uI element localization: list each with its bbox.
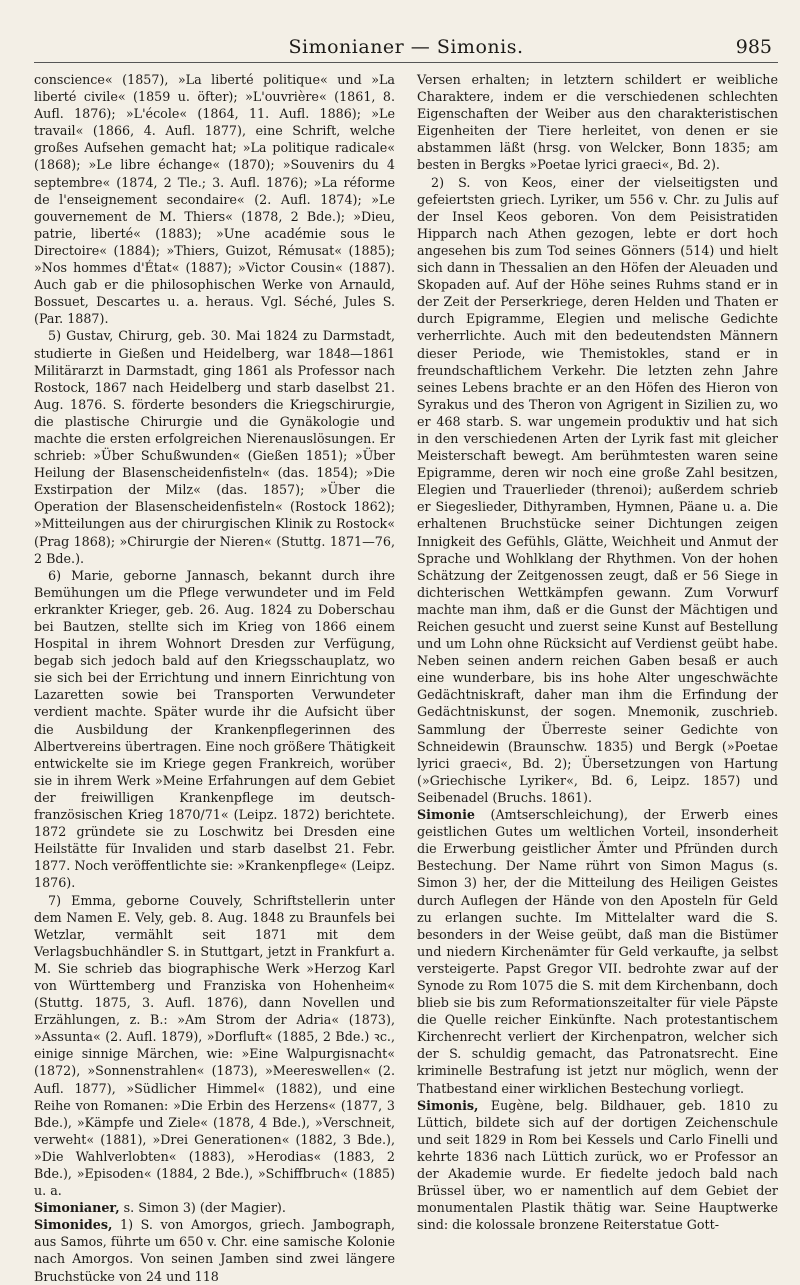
paragraph-continuation: conscience« (1857), »La liberté politique« und »La liberté civile« (1859 u. öfter); »L'ouvrière« (1861, 8. Aufl. 1876); »L'école« (1864, 11. Aufl. 1886); »Le travail« (1866, 4. Aufl. 1877), eine Schrift, welche großes Aufsehen gemacht hat; »La politique radicale« (1868); »Le libre échange« (1870); »Souvenirs du 4 septembre« (1874, 2 Tle.; 3. Aufl. 1876); »La réforme de l'enseignement secondaire« (2. Aufl. 1874); »Le gouvernement de M. Thiers« (1878, 2 Bde.); »Dieu, patrie, liberté« (1883); »Une académie sous le Directoire« (1884); »Thiers, Guizot, Rémusat« (1885); »Nos hommes d'État« (1887); »Victor Cousin« (1887). Auch gab er die philosophischen Werke von Arnauld, Bossuet, Descartes u. a. heraus. Vgl. Séché, Jules S. (Par. 1887). bbox=[34, 72, 395, 327]
entry-simonides: Simonides, 1) S. von Amorgos, griech. Jambograph, aus Samos, führte um 650 v. Chr. eine samische Kolonie nach Amorgos. Von seinen Jamben sind zwei längere Bruchstücke von 24 und 118 bbox=[34, 1217, 395, 1284]
paragraph-marie: 6) Marie, geborne Jannasch, bekannt durch ihre Bemühungen um die Pflege verwundeter und im Feld erkrankter Krieger, geb. 26. Aug. 1824 zu Doberschau bei Bautzen, stellte sich im Krieg von 1866 einem Hospital in ihrem Wohnort Dresden zur Verfügung, begab sich jedoch bald auf den Kriegsschauplatz, wo sie sich bei der Errichtung und innern Einrichtung von Lazaretten sowie bei Transporten Verwundeter verdient machte. Später wurde ihr die Aufsicht über die Ausbildung der Krankenpflegerinnen des Albertvereins übertragen. Eine noch größere Thätigkeit entwickelte sie im Kriege gegen Frankreich, worüber sie in ihrem Werk »Meine Erfahrungen auf dem Gebiet der freiwilligen Krankenpflege im deutsch-französischen Krieg 1870/71« (Leipz. 1872) berichtete. 1872 gründete sie zu Loschwitz bei Dresden eine Heilstätte für Invaliden und starb daselbst 21. Febr. 1877. Noch veröffentlichte sie: »Krankenpflege« (Leipz. 1876). bbox=[34, 567, 395, 891]
running-head: Simonianer — Simonis. bbox=[288, 36, 524, 58]
entry-headword: Simonis, bbox=[417, 1097, 479, 1113]
paragraph-gustav: 5) Gustav, Chirurg, geb. 30. Mai 1824 zu Darmstadt, studierte in Gießen und Heidelberg, war 1848—1861 Militärarzt in Darmstadt, ging 1861 als Professor nach Rostock, 1867 nach Heidelberg und starb daselbst 21. Aug. 1876. S. förderte besonders die Kriegschirurgie, die plastische Chirurgie und die Gynäkologie und machte die ersten erfolgreichen Nierenauslösungen. Er schrieb: »Über Schußwunden« (Gießen 1851); »Über Heilung der Blasenscheidenfisteln« (das. 1854); »Die Exstirpation der Milz« (das. 1857); »Über die Operation der Blasenscheidenfisteln« (Rostock 1862); »Mitteilungen aus der chirurgischen Klinik zu Rostock« (Prag 1868); »Chirurgie der Nieren« (Stuttg. 1871—76, 2 Bde.). bbox=[34, 328, 395, 566]
entry-headword: Simonianer, bbox=[34, 1200, 120, 1216]
page-header bbox=[34, 0, 778, 63]
entry-headword: Simonides, bbox=[34, 1217, 113, 1233]
entry-simonis: Simonis, Eugène, belg. Bildhauer, geb. 1810 zu Lüttich, bildete sich auf der dortigen Zeichenschule und seit 1829 in Rom bei Kessels und Carlo Finelli und kehrte 1836 nach Lüttich zurück, wo er Professor an der Akademie wurde. Er fiedelte jedoch bald nach Brüssel über, wo er namentlich auf dem Gebiet der monumentalen Plastik thätig war. Seine Hauptwerke sind: die kolossale bronzene Reiterstatue Gott- bbox=[417, 1097, 778, 1233]
entry-simonie: Simonie (Amtserschleichung), der Erwerb eines geistlichen Gutes um weltlichen Vorteil, insonderheit die Erwerbung geistlicher Ämter und Pfründen durch Bestechung. Der Name rührt von Simon Magus (s. Simon 3) her, der die Mitteilung des Heiligen Geistes durch Auflegen der Hände von den Aposteln für Geld zu erlangen suchte. Im Mittelalter ward die S. besonders in der Weise geübt, daß man die Bistümer und niedern Kirchenämter für Geld verkaufte, ja selbst versteigerte. Papst Gregor VII. bedrohte zwar auf der Synode zu Rom 1075 die S. mit dem Kirchenbann, doch blieb sie bis zum Reformationszeitalter für viele Päpste die Quelle reicher Einkünfte. Nach protestantischem Kirchenrecht verliert der Kirchenpatron, welcher sich der S. schuldig gemacht, das Patronatsrecht. Eine kriminelle Bestrafung ist jetzt nur möglich, wenn der Thatbestand einer wirklichen Bestechung vorliegt. bbox=[417, 807, 778, 1096]
right-column bbox=[417, 71, 778, 1261]
page-number: 985 bbox=[735, 36, 772, 58]
text-columns bbox=[34, 71, 778, 1284]
left-column bbox=[34, 71, 395, 1284]
entry-simonianer: Simonianer, s. Simon 3) (der Magier). bbox=[34, 1200, 286, 1216]
paragraph-emma: 7) Emma, geborne Couvely, Schriftstellerin unter dem Namen E. Vely, geb. 8. Aug. 1848 zu Braunfels bei Wetzlar, vermählt seit 1871 mit dem Verlagsbuchhändler S. in Stuttgart, jetzt in Frankfurt a. M. Sie schrieb das biographische Werk »Herzog Karl von Württemberg und Franziska von Hohenheim« (Stuttg. 1875, 3. Aufl. 1876), dann Novellen und Erzählungen, z. B.: »Am Strom der Adria« (1873), »Assunta« (2. Aufl. 1879), »Dorfluft« (1885, 2 Bde.) ꝛc., einige sinnige Märchen, wie: »Eine Walpurgisnacht« (1872), »Sonnenstrahlen« (1873), »Meereswellen« (2. Aufl. 1877), »Südlicher Himmel« (1882), und eine Reihe von Romanen: »Die Erbin des Herzens« (1877, 3 Bde.), »Kämpfe und Ziele« (1878, 4 Bde.), »Verschneit, verweht« (1881), »Drei Generationen« (1882, 3 Bde.), »Die Wahlverlobten« (1883), »Herodias« (1883, 2 Bde.), »Episoden« (1884, 2 Bde.), »Schiffbruch« (1885) u. a. bbox=[34, 892, 395, 1199]
paragraph-simonides-keos: 2) S. von Keos, einer der vielseitigsten und gefeiertsten griech. Lyriker, um 556 v. Chr. zu Julis auf der Insel Keos geboren. Von dem Peisistratiden Hipparch nach Athen gezogen, lebte er dort hoch angesehen bis zum Tod seines Gönners (514) und hielt sich dann in Thessalien an den Höfen der Aleuaden und Skopaden auf. Auf der Höhe seines Ruhms stand er in der Zeit der Perserkriege, deren Helden und Thaten er durch Epigramme, Elegien und melische Gedichte verherrlichte. Auch mit den bedeutendsten Männern dieser Periode, wie Themistokles, stand er in freundschaftlichem Verkehr. Die letzten zehn Jahre seines Lebens brachte er an den Höfen des Hieron von Syrakus und des Theron von Agrigent in Sizilien zu, wo er 468 starb. S. war ungemein produktiv und hat sich in den verschiedenen Arten der Lyrik fast mit gleicher Meisterschaft bewegt. Am berühmtesten waren seine Epigramme, deren wir noch eine große Zahl besitzen, Elegien und Trauerlieder (threnoi); außerdem schrieb er Siegeslieder, Dithyramben, Hymnen, Päane u. a. Die erhaltenen Bruchstücke seiner Dichtungen zeigen Innigkeit des Gefühls, Glätte, Weichheit und Anmut der Sprache und Wohlklang der Rhythmen. Von der hohen Schätzung der Zeitgenossen zeugt, daß er 56 Siege in dichterischen Wettkämpfen gewann. Zum Vorwurf machte man ihm, daß er die Gunst der Mächtigen und Reichen gesucht und zuerst seine Kunst auf Bestellung und um Lohn ohne Rücksicht auf Verdienst geübt habe. Neben seinen andern reichen Gaben besaß er auch eine wunderbare, bis ins hohe Alter ungeschwächte Gedächtniskraft, daher man ihm die Erfindung der Gedächtniskunst, der sogen. Mnemonik, zuschrieb. Sammlung der Überreste seiner Gedichte von Schneidewin (Braunschw. 1835) und Bergk (»Poetae lyrici graeci«, Bd. 2); Übersetzungen von Hartung (»Griechische Lyriker«, Bd. 6, Leipz. 1857) und Seibenadel (Bruchs. 1861). bbox=[417, 174, 778, 805]
entry-headword: Simonie bbox=[417, 807, 475, 823]
paragraph-continuation: Versen erhalten; in letztern schildert er weibliche Charaktere, indem er die verschiedenen schlechten Eigenschaften der Weiber aus den charakteristischen Eigenheiten der Tiere herleitet, von denen er sie abstammen läßt (hrsg. von Welcker, Bonn 1835; am besten in Bergks »Poetae lyrici graeci«, Bd. 2). bbox=[417, 72, 778, 173]
